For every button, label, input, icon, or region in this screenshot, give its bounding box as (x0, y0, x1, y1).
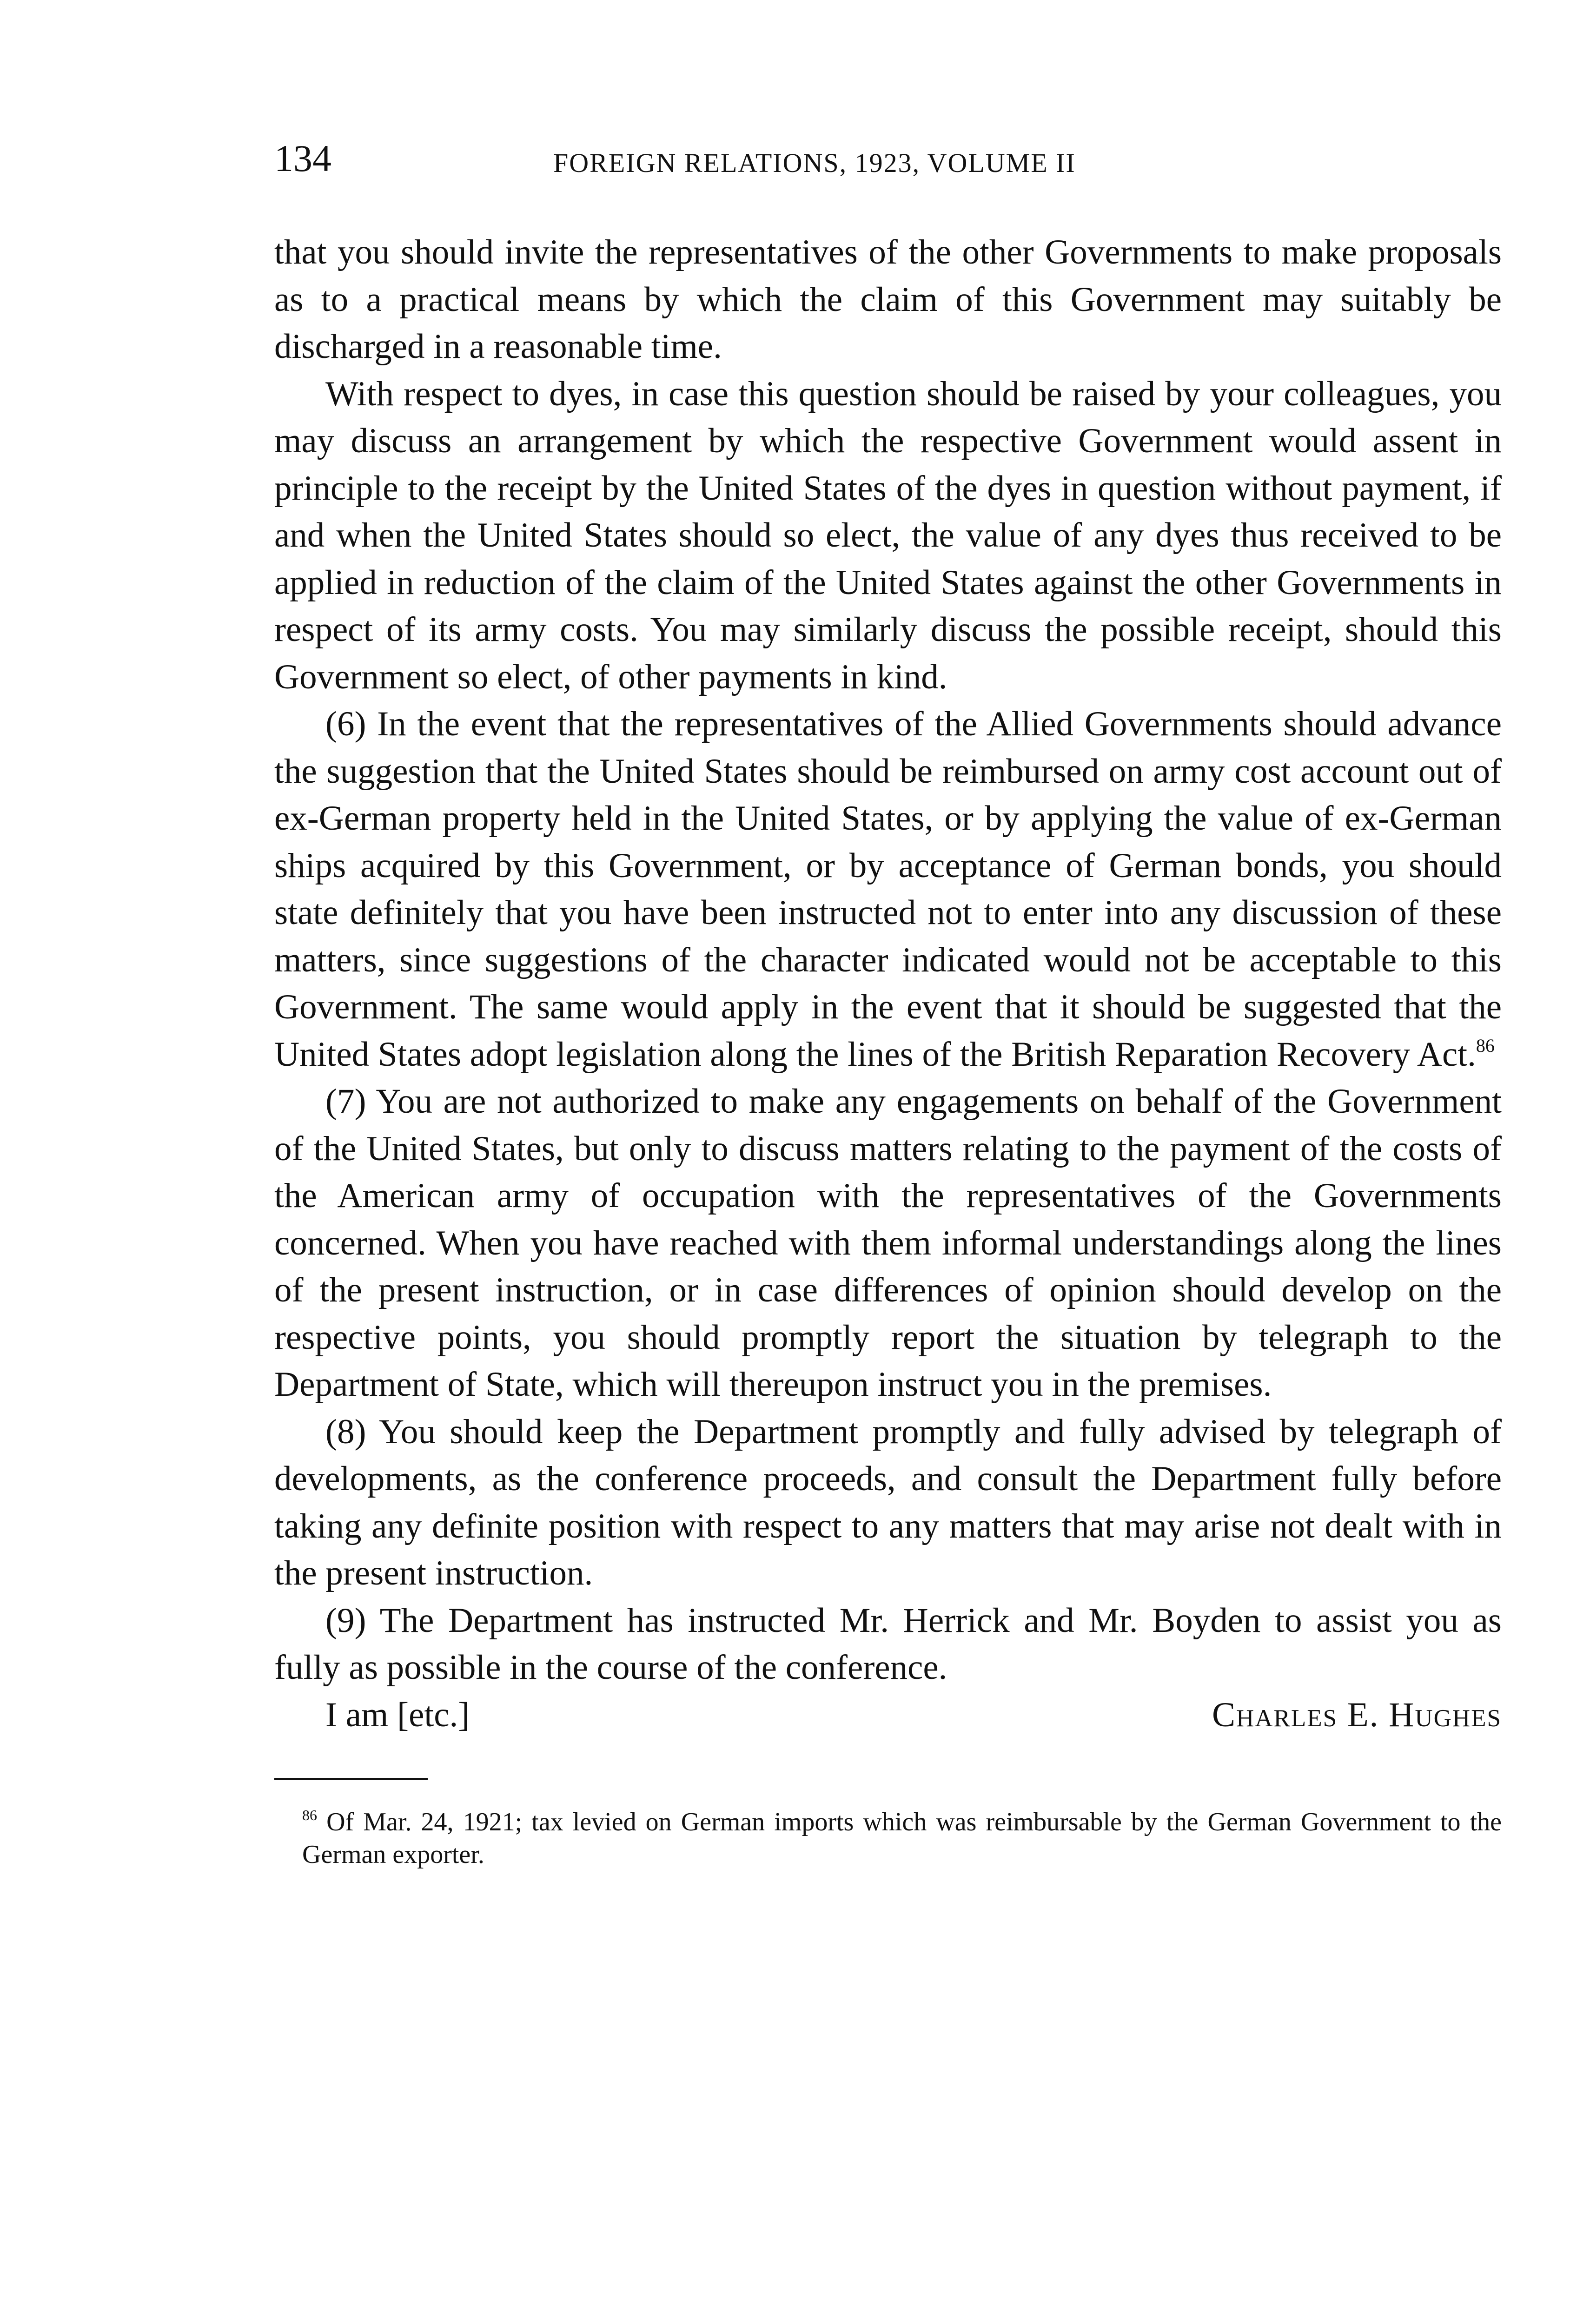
paragraph-dyes: With respect to dyes, in case this question should be raised by your colleagues, you may discuss an arrangement by which the respective Government would assent in principle to the receipt by the United States of the dyes in question without payment, if and when the United States should so elect, the value of any dyes thus received to be applied in reduction of the claim of the United States against the other Governments in respect of its army costs. You may similarly discuss the possible receipt, should this Government so elect, of other payments in kind. (274, 374, 1502, 696)
paragraph-8: (8) You should keep the Department promptly and fully advised by telegraph of developments, as the conference proceeds, and consult the Department fully before taking any definite position with respect to any matters that may arise not dealt with in the present instruction. (274, 1412, 1502, 1592)
paragraph-6 (274, 700, 1502, 1078)
signature: Charles E. Hughes (1212, 1695, 1502, 1734)
document-page (274, 139, 1502, 1871)
footnote-marker: 86 (302, 1807, 317, 1823)
paragraph-7: (7) You are not authorized to make any engagements on behalf of the Government of the United States, but only to discuss matters relating to the payment of the costs of the American army of occupation with the representatives of the Governments concerned. When you have reached with them informal understandings along the lines of the present instruction, or in case differences of opinion should develop on the respective points, you should promptly report the situation by telegraph to the Department of State, which will thereupon instruct you in the premises. (274, 1082, 1502, 1404)
footnote-divider (274, 1778, 428, 1780)
paragraph-6-text: (6) In the event that the representatives of the Allied Governments should advance the suggestion that the United States should be reimbursed on army cost account out of ex-German property held in the United States, or by applying the value of ex-German ships acquired by this Government, or by acceptance of German bonds, you should state definitely that you have been instructed not to enter into any discussion of these matters, since suggestions of the character indicated would not be acceptable to this Government. The same would apply in the event that it should be suggested that the United States adopt legislation along the lines of the British Reparation Recovery Act. (274, 705, 1502, 1074)
page-number: 134 (274, 137, 331, 179)
closing-line (274, 1691, 1502, 1739)
running-head: FOREIGN RELATIONS, 1923, VOLUME II (553, 148, 1076, 178)
closing-salutation: I am [etc.] (325, 1695, 470, 1734)
footnote-text: Of Mar. 24, 1921; tax levied on German imports which was reimbursable by the German Government to the German exporter. (302, 1808, 1502, 1869)
footnote (274, 1806, 1502, 1871)
paragraph-9: (9) The Department has instructed Mr. Herrick and Mr. Boyden to assist you as fully as possible in the course of the conference. (274, 1601, 1502, 1687)
footnote-reference: 86 (1476, 1035, 1495, 1056)
page-header (274, 139, 1502, 195)
paragraph-continuation: that you should invite the representatives of the other Governments to make proposals as to a practical means by which the claim of this Government may suitably be discharged in a reasonable time. (274, 233, 1502, 366)
body-text (274, 229, 1502, 1691)
